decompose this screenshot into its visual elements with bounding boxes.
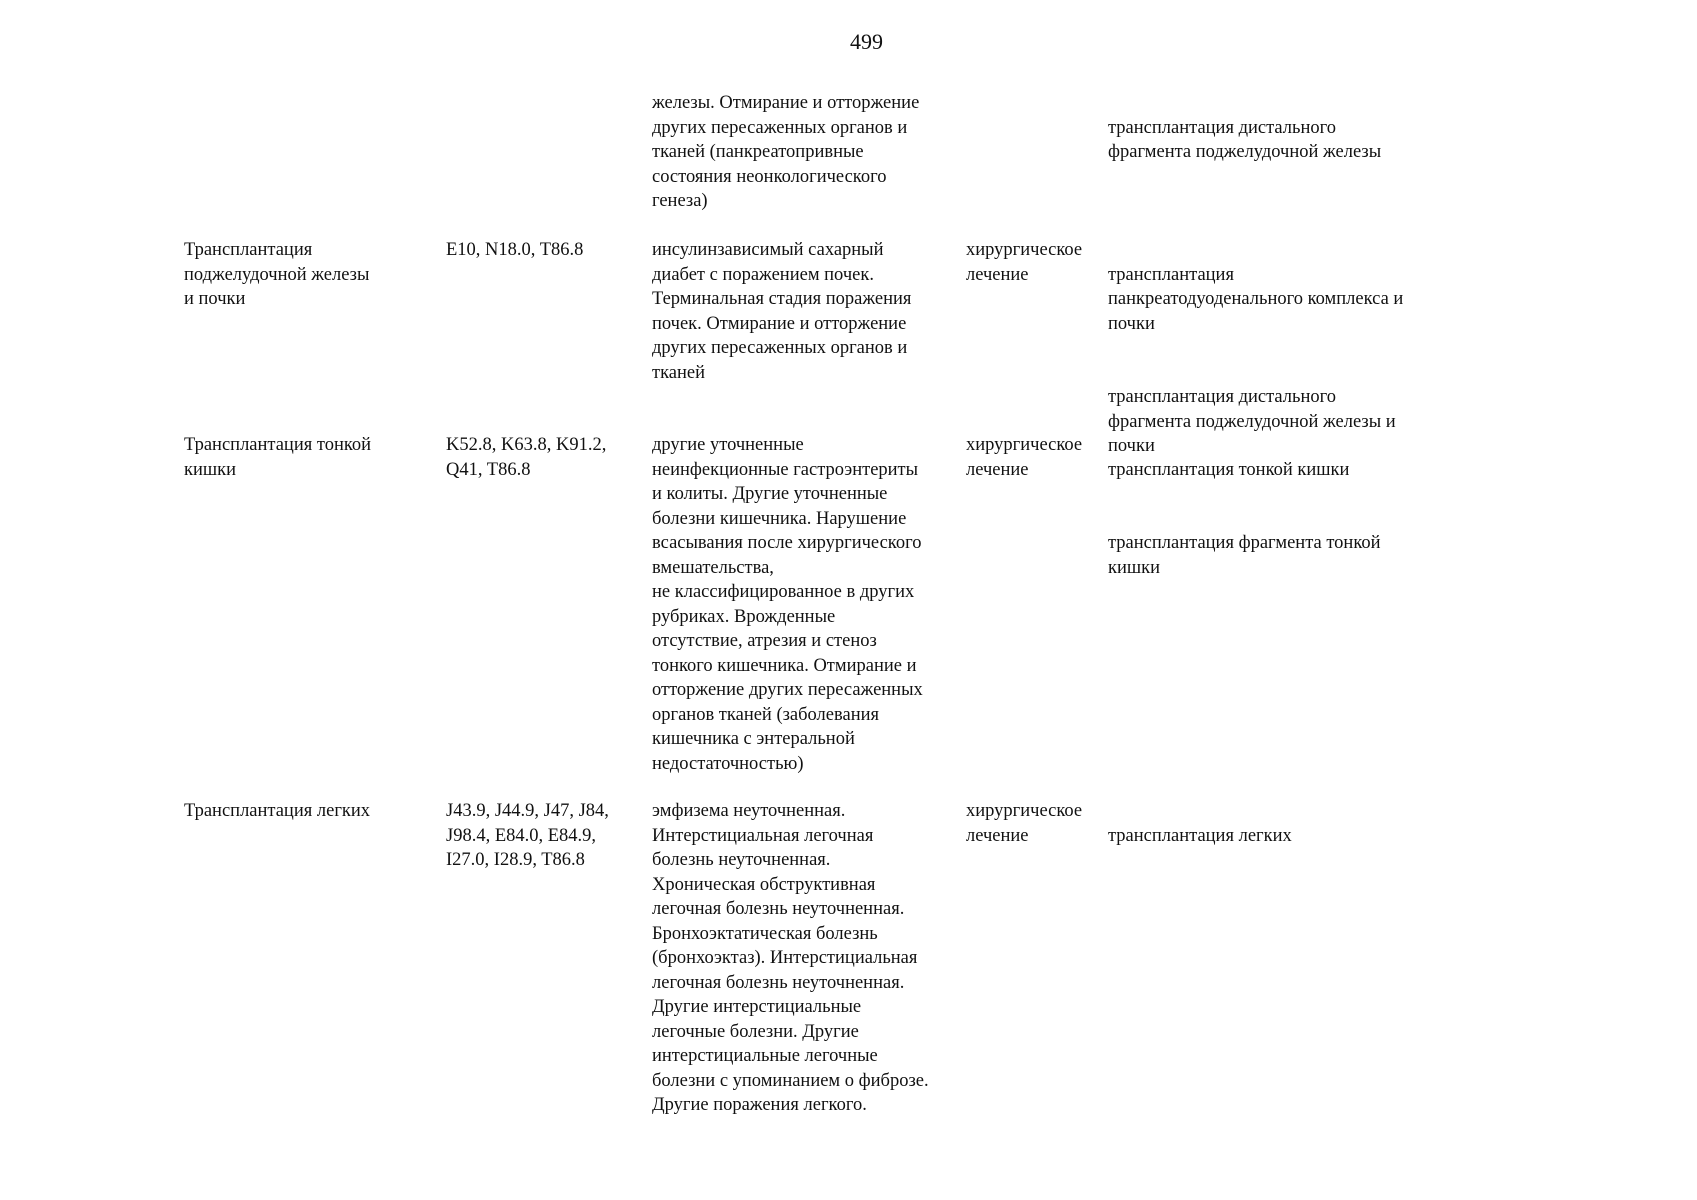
methods-cell: [1108, 433, 1448, 605]
procedure-name-cell: Трансплантация тонкой кишки: [184, 435, 372, 480]
procedure-name-cell: Трансплантация поджелудочной железы и почки: [184, 240, 370, 309]
page-number: 499: [850, 29, 883, 54]
diagnosis-cell: инсулинзависимый сахарный диабет с поражением почек. Терминальная стадия поражения почек. Отмирание и отторжение других пересаженных органов и тканей: [652, 240, 912, 383]
treatment-type-cell: хирургическое лечение: [966, 240, 1083, 285]
method-text: трансплантация тонкой кишки: [1108, 459, 1350, 480]
method-text: трансплантация дистального фрагмента поджелудочной железы: [1108, 117, 1382, 162]
treatment-type-cell: хирургическое лечение: [966, 801, 1083, 846]
diagnosis-cell: железы. Отмирание и отторжение других пересаженных органов и тканей (панкреатопривные состояния неонкологического генеза): [652, 93, 920, 211]
method-text: трансплантация фрагмента тонкой кишки: [1108, 533, 1381, 578]
icd-codes-cell: K52.8, K63.8, K91.2, Q41, T86.8: [446, 435, 607, 480]
method-text: трансплантация панкреатодуоденального комплекса и почки: [1108, 264, 1404, 334]
diagnosis-cell: другие уточненные неинфекционные гастроэнтериты и колиты. Другие уточненные болезни кишечника. Нарушение всасывания после хирургического вмешательства, не классифицированное в других рубриках. Врожденные отсутствие, атрезия и стеноз тонкого кишечника. Отмирание и отторжение других пересаженных органов тканей (заболевания кишечника с энтеральной недостаточностью): [652, 435, 923, 774]
diagnosis-cell: эмфизема неуточненная. Интерстициальная легочная болезнь неуточненная. Хроническая обструктивная легочная болезнь неуточненная. Бронхоэктатическая болезнь (бронхоэктаз). Интерстициальная легочная болезнь неуточненная. Другие интерстициальные легочные болезни. Другие интерстициальные легочные болезни с упоминанием о фиброзе. Другие поражения легкого.: [652, 801, 929, 1115]
methods-cell: [1108, 91, 1448, 189]
icd-codes-cell: J43.9, J44.9, J47, J84, J98.4, E84.0, E84.9, I27.0, I28.9, T86.8: [446, 801, 609, 870]
method-text: трансплантация дистального фрагмента поджелудочной железы и почки: [1108, 387, 1396, 456]
icd-codes-cell: E10, N18.0, T86.8: [446, 240, 584, 260]
procedure-name-cell: Трансплантация легких: [184, 801, 371, 821]
treatment-type-cell: хирургическое лечение: [966, 435, 1083, 480]
methods-cell: [1108, 799, 1448, 873]
method-text: трансплантация легких: [1108, 825, 1292, 846]
